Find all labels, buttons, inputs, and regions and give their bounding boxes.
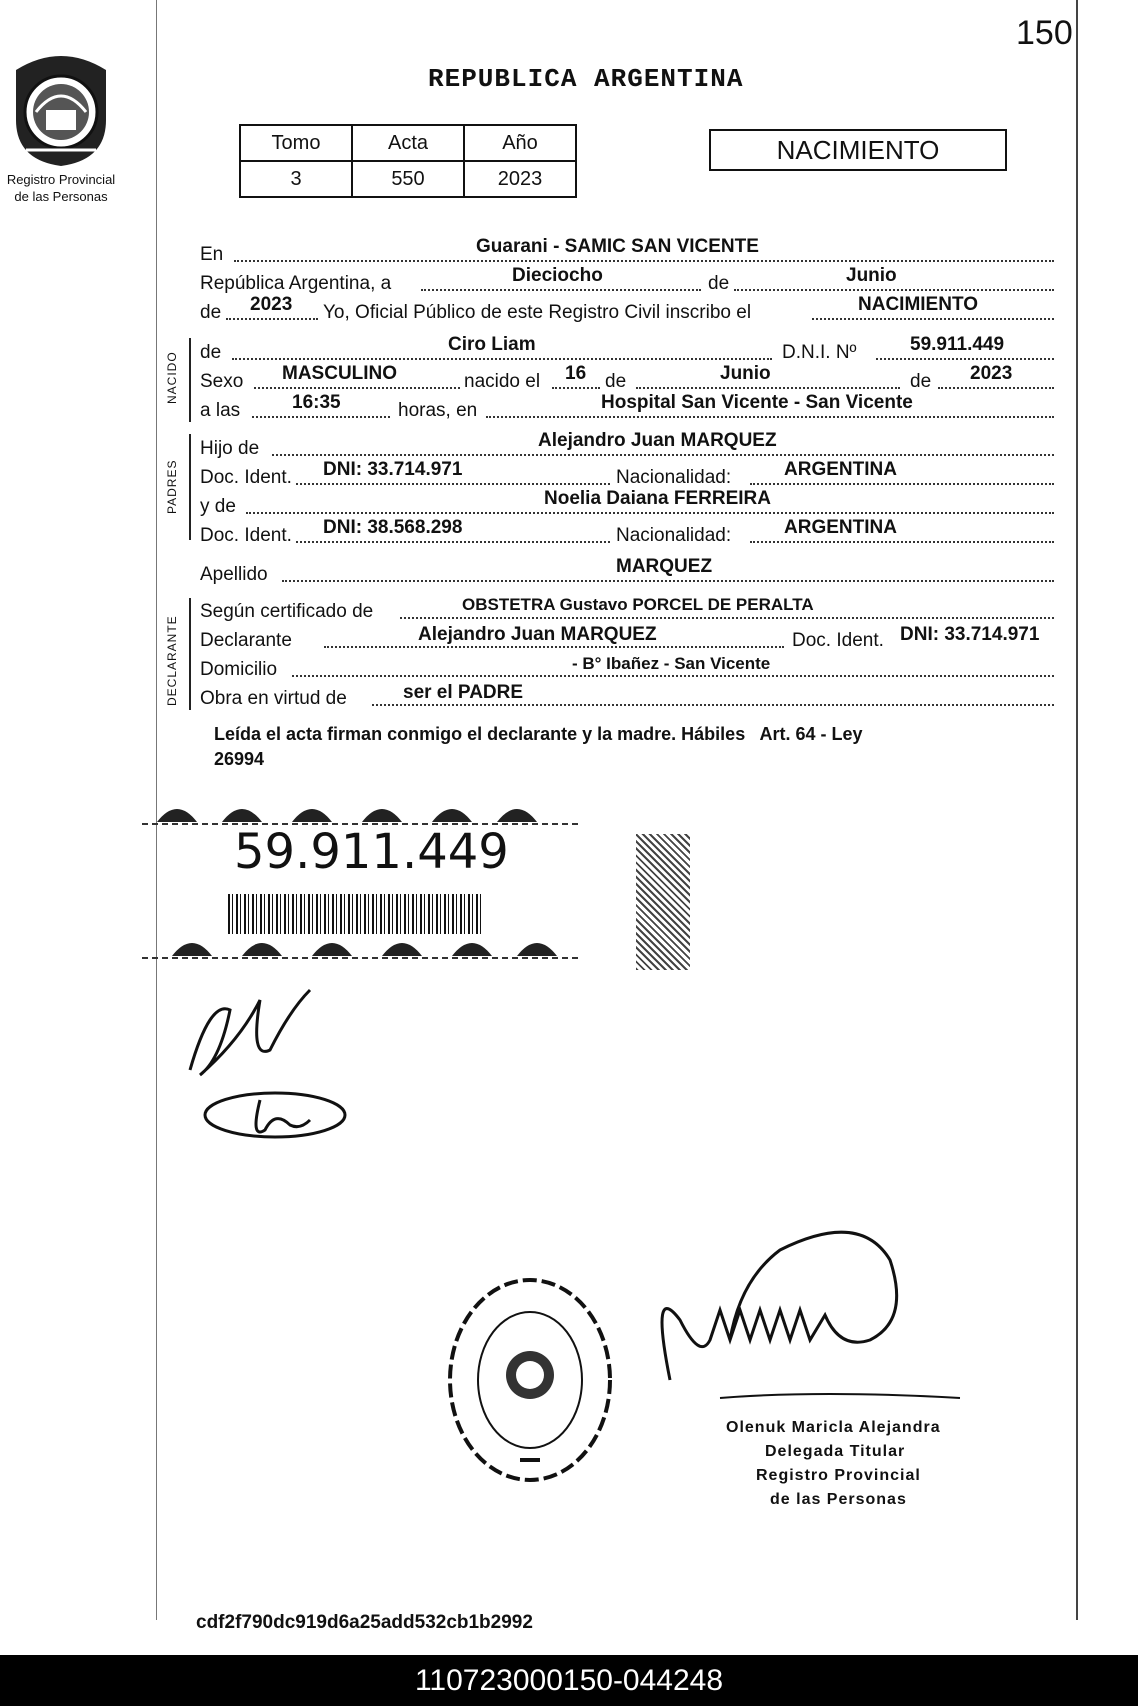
- barcode: [228, 894, 484, 934]
- y-de-label: y de: [200, 496, 236, 517]
- official-signature: [640, 1220, 970, 1420]
- year-dots: [226, 318, 318, 320]
- right-margin-line: [1076, 0, 1078, 1620]
- a-las-label: a las: [200, 400, 241, 421]
- certificado-dots: [400, 617, 1054, 619]
- day-value: Dieciocho: [512, 265, 603, 286]
- domicilio-dots: [292, 675, 1054, 677]
- place-dots: [486, 416, 1054, 418]
- mother-name-value: Noelia Daiana FERREIRA: [544, 488, 771, 509]
- apellido-dots: [282, 580, 1054, 582]
- record-table: [239, 124, 577, 198]
- obra-value: ser el PADRE: [403, 682, 524, 703]
- record-type-box: NACIMIENTO: [709, 129, 1007, 171]
- oficial-label: Yo, Oficial Público de este Registro Civil inscribo el: [323, 302, 752, 323]
- hijo-de-label: Hijo de: [200, 438, 260, 459]
- province-logo: [6, 50, 116, 168]
- birth-year-value: 2023: [970, 363, 1013, 384]
- nacido-section-label: NACIDO: [165, 351, 179, 404]
- republica-label: República Argentina, a: [200, 273, 392, 294]
- header-acta: Acta: [352, 125, 464, 161]
- handwritten-signature-icon: [180, 980, 360, 1155]
- declarante-doc-value: DNI: 33.714.971: [900, 624, 1040, 645]
- declarante-section-label: DECLARANTE: [165, 615, 179, 706]
- birth-day-value: 16: [565, 363, 587, 384]
- en-label: En: [200, 244, 224, 265]
- obra-dots: [372, 704, 1054, 706]
- declarante-dots: [324, 646, 784, 648]
- sticker-border-pattern: [142, 794, 582, 978]
- apellido-value: MARQUEZ: [616, 556, 713, 577]
- month-value: Junio: [846, 265, 897, 286]
- de-label-1: de: [708, 273, 730, 294]
- official-office-2: de las Personas: [770, 1491, 907, 1508]
- inscribo-value: NACIMIENTO: [858, 294, 978, 315]
- mother-nat-label: Nacionalidad:: [616, 525, 732, 546]
- father-doc-dots: [296, 483, 610, 485]
- father-nat-label: Nacionalidad:: [616, 467, 732, 488]
- en-dots: [234, 260, 1054, 262]
- birth-month-dots: [636, 387, 900, 389]
- declarante-bracket: [189, 598, 191, 710]
- value-ano: 2023: [464, 161, 576, 197]
- birth-de-label-1: de: [605, 371, 627, 392]
- father-doc-label: Doc. Ident.: [200, 467, 292, 488]
- dni-label: D.N.I. Nº: [782, 342, 857, 363]
- declarante-doc-label: Doc. Ident.: [792, 630, 884, 651]
- child-name-value: Ciro Liam: [448, 334, 536, 355]
- padres-bracket: [189, 434, 191, 540]
- official-office-1: Registro Provincial: [756, 1467, 921, 1484]
- closing-text-1: Leída el acta firman conmigo el declarante y la madre. Hábiles Art. 64 - Ley: [214, 724, 863, 744]
- inscribo-dots: [812, 318, 1054, 320]
- sticker-dni-number: 59.911.449: [234, 824, 509, 880]
- father-name-value: Alejandro Juan MARQUEZ: [538, 430, 777, 451]
- mother-doc-dots: [296, 541, 610, 543]
- month-dots: [734, 289, 1054, 291]
- sexo-value: MASCULINO: [282, 363, 398, 384]
- official-role: Delegada Titular: [765, 1443, 906, 1460]
- nacido-el-label: nacido el: [464, 371, 541, 392]
- time-dots: [252, 416, 390, 418]
- certificado-value: OBSTETRA Gustavo PORCEL DE PERALTA: [462, 595, 814, 614]
- birth-year-dots: [938, 387, 1054, 389]
- declarante-value: Alejandro Juan MARQUEZ: [418, 624, 657, 645]
- misiones-seal-icon: [6, 50, 116, 168]
- page-number: 150: [1016, 14, 1073, 52]
- de-label-2: de: [200, 302, 222, 323]
- day-dots: [421, 289, 701, 291]
- official-name: Olenuk Maricla Alejandra: [726, 1419, 941, 1436]
- birth-place-value: Hospital San Vicente - San Vicente: [601, 392, 913, 413]
- certificado-label: Según certificado de: [200, 601, 374, 622]
- footer-code: 110723000150-044248: [0, 1655, 1138, 1706]
- padres-section-label: PADRES: [165, 459, 179, 514]
- mother-doc-label: Doc. Ident.: [200, 525, 292, 546]
- father-nat-dots: [750, 483, 1054, 485]
- value-tomo: 3: [240, 161, 352, 197]
- official-seal-icon: [440, 1265, 620, 1495]
- value-acta: 550: [352, 161, 464, 197]
- document-title: REPUBLICA ARGENTINA: [428, 64, 744, 94]
- birth-day-dots: [552, 387, 600, 389]
- declarant-signature: [180, 980, 360, 1155]
- official-stamp: [440, 1265, 620, 1495]
- child-dni-value: 59.911.449: [910, 334, 1005, 355]
- father-dots: [272, 454, 1054, 456]
- declarante-label: Declarante: [200, 630, 292, 651]
- apellido-label: Apellido: [200, 564, 268, 585]
- hologram-sticker: [636, 834, 690, 970]
- birth-month-value: Junio: [720, 363, 771, 384]
- handwritten-signature-icon: [640, 1220, 970, 1420]
- domicilio-value: - B° Ibañez - San Vicente: [572, 654, 771, 673]
- sexo-dots: [254, 387, 460, 389]
- header-tomo: Tomo: [240, 125, 352, 161]
- obra-label: Obra en virtud de: [200, 688, 347, 709]
- father-nat-value: ARGENTINA: [784, 459, 897, 480]
- name-dots: [232, 358, 772, 360]
- logo-caption-1: Registro Provincial: [6, 172, 116, 187]
- mother-nat-dots: [750, 541, 1054, 543]
- year-value: 2023: [250, 294, 293, 315]
- en-value: Guarani - SAMIC SAN VICENTE: [476, 236, 759, 257]
- mother-dots: [246, 512, 1054, 514]
- father-doc-value: DNI: 33.714.971: [323, 459, 463, 480]
- horas-label: horas, en: [398, 400, 478, 421]
- birth-de-label-2: de: [910, 371, 932, 392]
- dni-sticker: [142, 794, 582, 978]
- header-ano: Año: [464, 125, 576, 161]
- birth-time-value: 16:35: [292, 392, 341, 413]
- mother-doc-value: DNI: 38.568.298: [323, 517, 463, 538]
- domicilio-label: Domicilio: [200, 659, 278, 680]
- logo-caption-2: de las Personas: [14, 189, 108, 204]
- closing-text-2: 26994: [214, 749, 265, 769]
- nacido-de-label: de: [200, 342, 222, 363]
- sexo-label: Sexo: [200, 371, 244, 392]
- document-hash: cdf2f790dc919d6a25add532cb1b2992: [196, 1612, 533, 1633]
- dni-dots: [876, 358, 1054, 360]
- nacido-bracket: [189, 338, 191, 422]
- mother-nat-value: ARGENTINA: [784, 517, 897, 538]
